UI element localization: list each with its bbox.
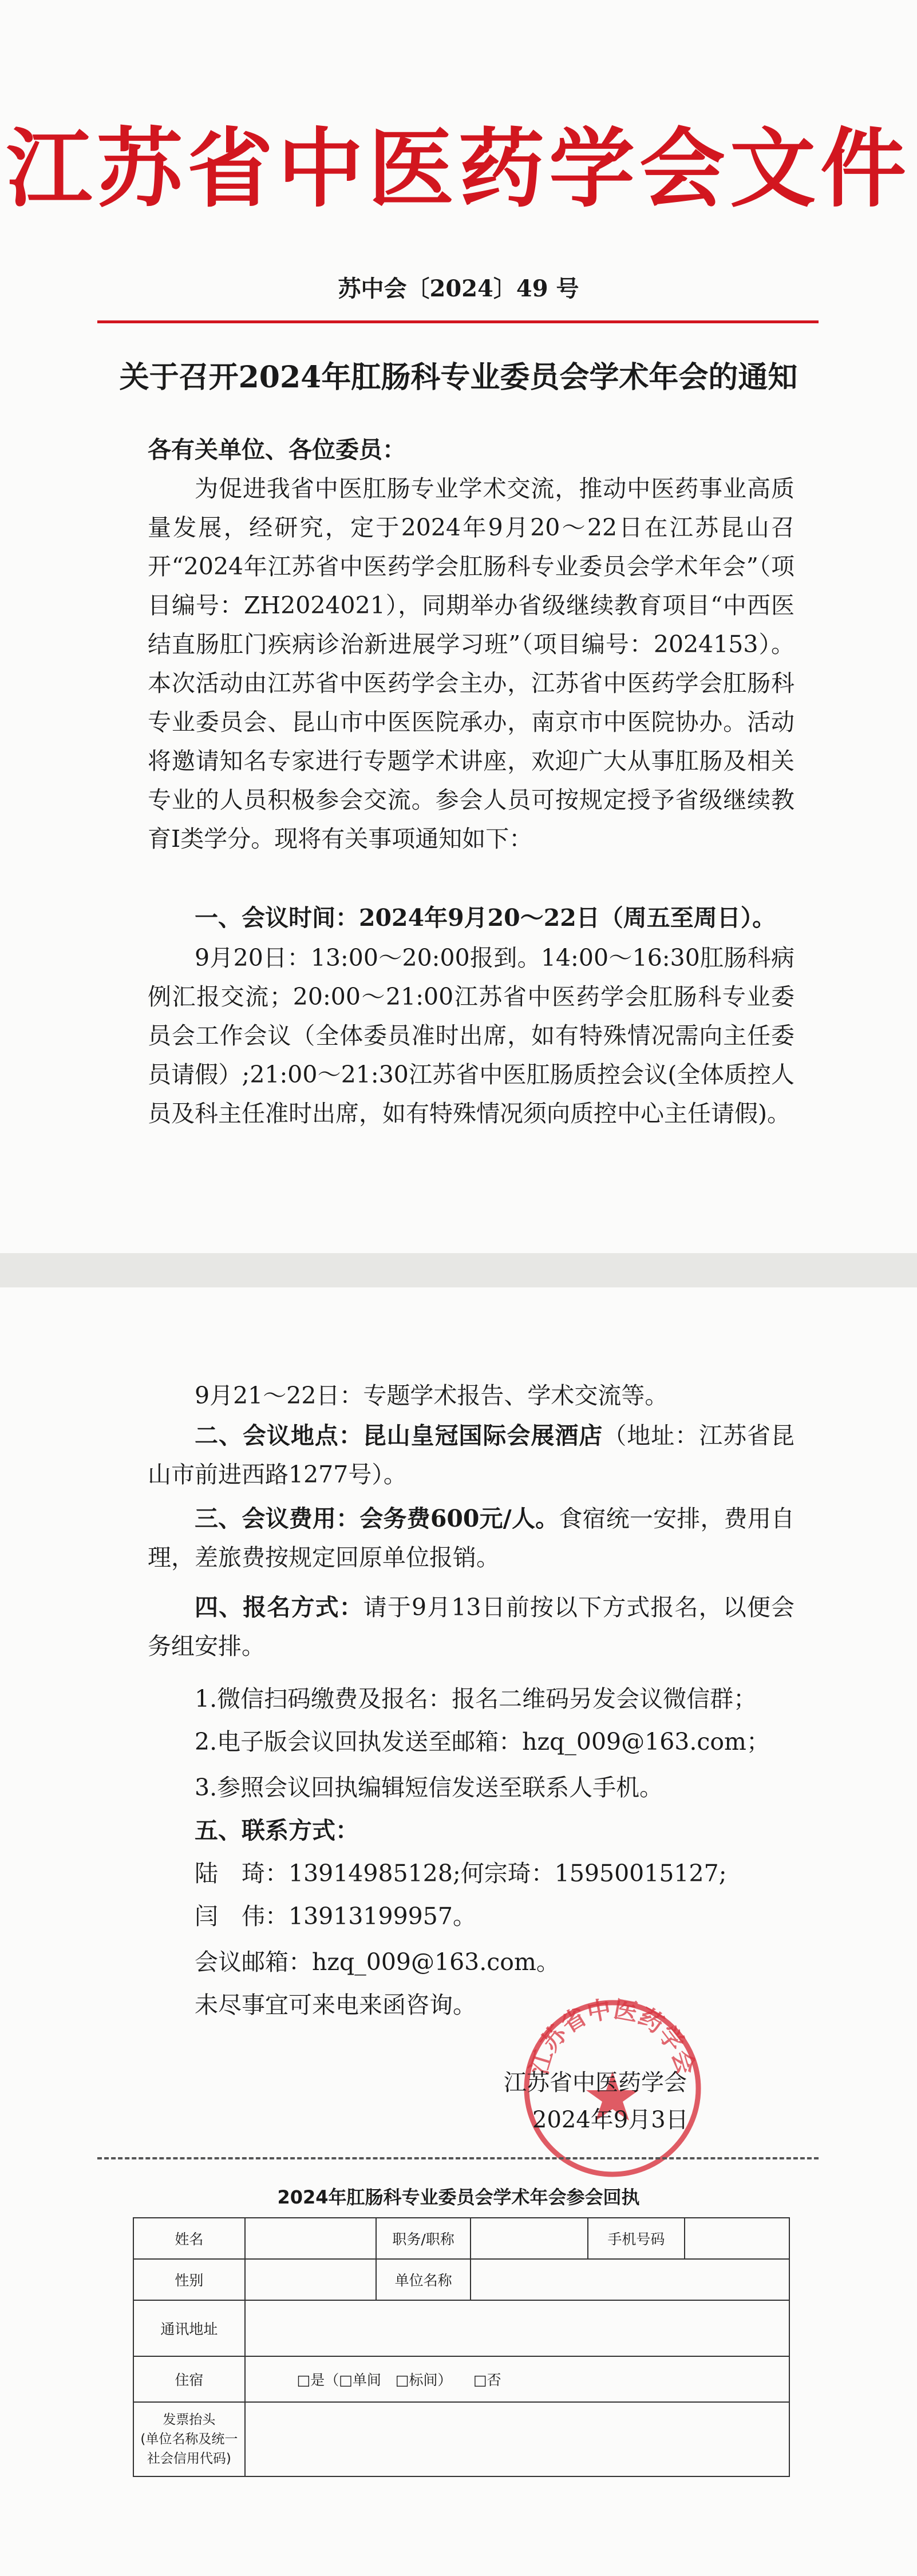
registration-item: 1.微信扫码缴费及报名：报名二维码另发会议微信群；: [195, 1685, 757, 1713]
venue-address: （地址：江苏省昆山市前进西路1277号）。: [148, 1422, 795, 1488]
section-5-heading: 五、联系方式：: [195, 1817, 359, 1844]
contact-line: 陆 琦：13914985128;何宗琦：15950015127;: [195, 1860, 727, 1887]
position-field[interactable]: [471, 2218, 588, 2259]
invoice-label: 发票抬头 (单位名称及统一社会信用代码): [133, 2402, 245, 2476]
gender-label: 性别: [133, 2259, 245, 2300]
gender-field[interactable]: [245, 2259, 377, 2300]
registration-detail: 请于9月13日前按以下方式报名，以便会务组安排。: [148, 1594, 795, 1660]
name-label: 姓名: [133, 2218, 245, 2259]
header-divider: [97, 320, 819, 323]
phone-field[interactable]: [685, 2218, 789, 2259]
signature-org: 江苏省中医药学会: [504, 2070, 687, 2096]
section-4: [148, 1588, 795, 1666]
unit-label: 单位名称: [376, 2259, 471, 2300]
schedule-day-20: 9月20日：13:00～20:00报到。14:00～16:30肛肠科病例汇报交流；20:00～21:00江苏省中医药学会肛肠科专业委员会工作会议（全体委员准时出席，如有特殊情况需向主任委员请假）;21:00～21:30江苏省中医肛肠质控会议(全体质控人员及科主任准时出席，如有特殊情况须向质控中心主任请假)。: [148, 944, 795, 1127]
schedule-day-21: 9月21～22日：专题学术报告、学术交流等。: [195, 1382, 669, 1409]
address-field[interactable]: [245, 2300, 789, 2356]
phone-label: 手机号码: [588, 2218, 685, 2259]
closing-note: 未尽事宜可来电来函咨询。: [195, 1991, 476, 2019]
addressee: 各有关单位、各位委员：: [148, 436, 406, 463]
section-4-heading: 四、报名方式：: [195, 1594, 363, 1621]
section-3: [148, 1499, 795, 1577]
svg-text:江苏省中医药学会: 江苏省中医药学会: [524, 1995, 701, 2078]
position-label: 职务/职称: [376, 2218, 471, 2259]
registration-receipt-table: [133, 2217, 790, 2477]
lodging-label: 住宿: [133, 2356, 245, 2402]
contact-line: 闫 伟：13913199957。: [195, 1903, 476, 1930]
signature-date: 2024年9月3日: [532, 2107, 689, 2133]
fee-amount: 会务费600元/人。: [359, 1505, 559, 1532]
document-number: 苏中会〔2024〕49 号: [338, 275, 579, 302]
intro-paragraph: 为促进我省中医肛肠专业学术交流，推动中医药事业高质量发展，经研究，定于2024年9月20～22日在江苏昆山召开“2024年江苏省中医药学会肛肠科专业委员会学术年会”（项目编号：ZH2024021），同期举办省级继续教育项目“中西医结直肠肛门疾病诊治新进展学习班”（项目编号：2024153）。本次活动由江苏省中医药学会主办，江苏省中医药学会肛肠科专业委员会、昆山市中医医院承办，南京市中医院协办。活动将邀请知名专家进行专题学术讲座，欢迎广大从事肛肠及相关专业的人员积极参会交流。参会人员可按规定授予省级继续教育Ⅰ类学分。现将有关事项通知如下：: [148, 475, 795, 853]
unit-field[interactable]: [471, 2259, 789, 2300]
address-label: 通讯地址: [133, 2300, 245, 2356]
registration-item: 3.参照会议回执编辑短信发送至联系人手机。: [195, 1774, 663, 1801]
receipt-title: 2024年肛肠科专业委员会学术年会参会回执: [277, 2186, 640, 2208]
section-3-heading: 三、会议费用：: [195, 1505, 360, 1532]
page-gap: [0, 1253, 917, 1287]
venue-name: 昆山皇冠国际会展酒店: [362, 1422, 603, 1449]
name-field[interactable]: [245, 2218, 377, 2259]
invoice-field[interactable]: [245, 2402, 789, 2476]
fee-detail: 食宿统一安排，费用自理，差旅费按规定回原单位报销。: [148, 1505, 795, 1571]
meeting-email: 会议邮箱：hzq_009@163.com。: [195, 1948, 560, 1976]
registration-item: 2.电子版会议回执发送至邮箱：hzq_009@163.com；: [195, 1728, 770, 1755]
section-1-heading: 一、会议时间：2024年9月20～22日（周五至周日）。: [195, 904, 776, 932]
lodging-options[interactable]: □是（□单间 □标间） □否: [245, 2356, 789, 2402]
cut-line: [97, 2157, 819, 2159]
section-2-heading: 二、会议地点：: [195, 1422, 363, 1449]
document-page-2: [0, 1287, 917, 2576]
org-header-title: 江苏省中医药学会文件: [6, 118, 911, 219]
notice-title: 关于召开2024年肛肠科专业委员会学术年会的通知: [119, 360, 798, 395]
document-page-1: [0, 0, 917, 1253]
section-2: [148, 1416, 795, 1494]
